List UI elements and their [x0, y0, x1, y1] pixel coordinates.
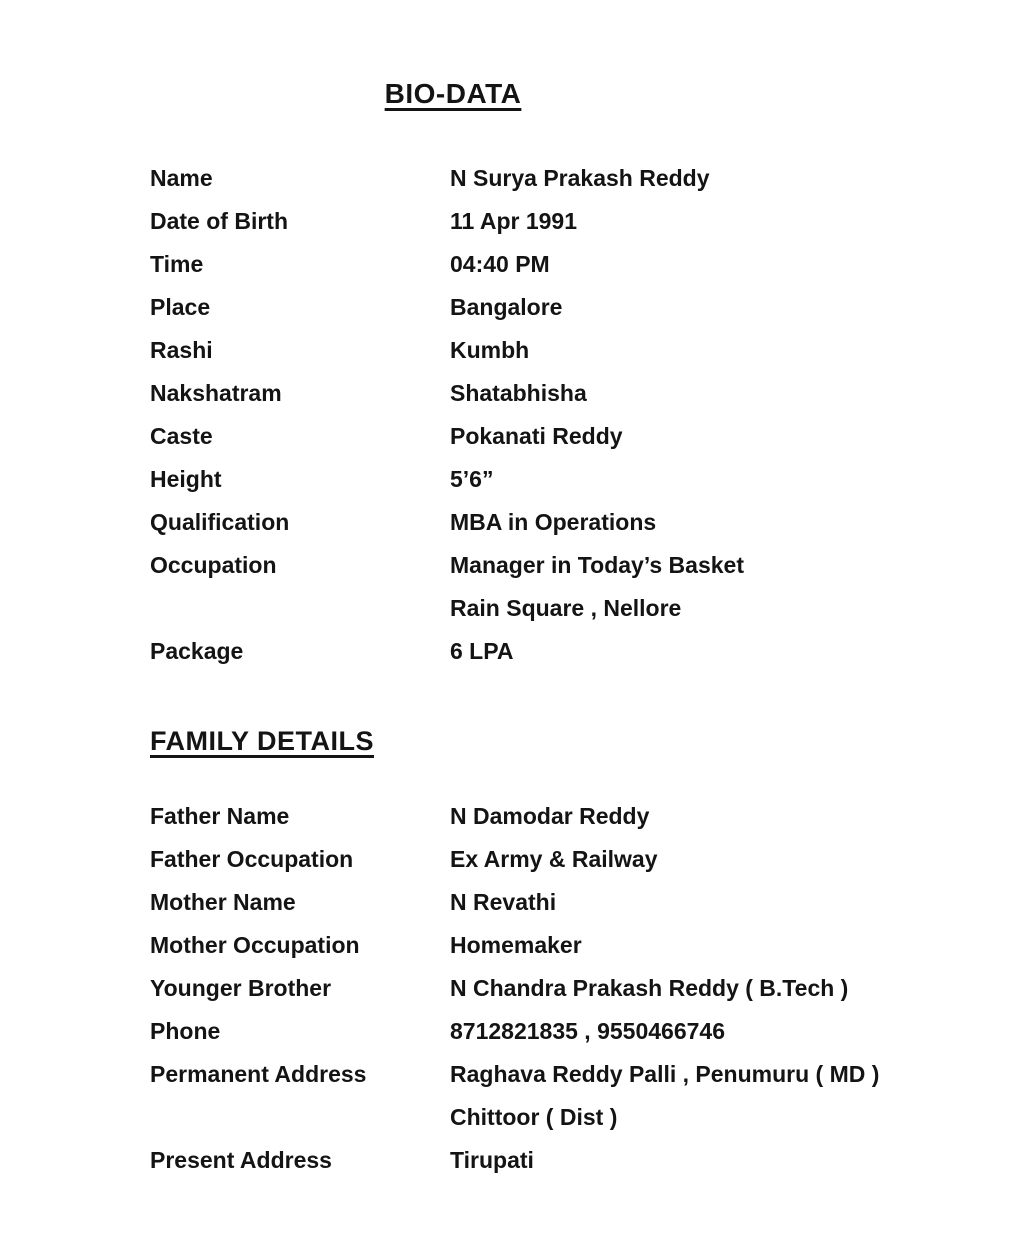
field-label: Time — [150, 251, 204, 277]
field-value-line: Rain Square , Nellore — [450, 595, 682, 621]
field-row — [150, 415, 986, 458]
field-value — [450, 630, 986, 673]
personal-details-rows — [150, 157, 986, 673]
field-row — [150, 795, 986, 838]
field-label: Mother Name — [150, 889, 296, 915]
field-value-line: Raghava Reddy Palli , Penumuru ( MD ) — [450, 1061, 880, 1087]
page-title: BIO-DATA — [384, 78, 522, 109]
field-value — [450, 458, 986, 501]
field-label: Phone — [150, 1018, 221, 1044]
field-label: Name — [150, 165, 213, 191]
field-label: Present Address — [150, 1147, 332, 1173]
field-value-line: Pokanati Reddy — [450, 423, 623, 449]
field-row — [150, 924, 986, 967]
field-row — [150, 157, 986, 200]
field-label: Caste — [150, 423, 213, 449]
field-value-line: N Revathi — [450, 889, 557, 915]
field-value — [450, 157, 986, 200]
field-row — [150, 243, 986, 286]
field-value-line: Bangalore — [450, 294, 563, 320]
field-value-line: Kumbh — [450, 337, 530, 363]
field-value-line: MBA in Operations — [450, 509, 657, 535]
field-row — [150, 1010, 986, 1053]
field-row — [150, 967, 986, 1010]
field-value-line: N Chandra Prakash Reddy ( B.Tech ) — [450, 975, 849, 1001]
field-label: Mother Occupation — [150, 932, 360, 958]
field-row — [150, 544, 986, 630]
field-row — [150, 501, 986, 544]
field-value — [450, 1053, 986, 1139]
field-row — [150, 458, 986, 501]
field-value-line: N Surya Prakash Reddy — [450, 165, 710, 191]
field-value — [450, 1139, 986, 1182]
field-value — [450, 286, 986, 329]
field-value-line: 11 Apr 1991 — [450, 208, 578, 234]
field-label: Date of Birth — [150, 208, 288, 234]
field-row — [150, 286, 986, 329]
field-value-line: Shatabhisha — [450, 380, 587, 406]
field-label: Place — [150, 294, 211, 320]
field-value — [450, 243, 986, 286]
field-label: Rashi — [150, 337, 213, 363]
field-row — [150, 630, 986, 673]
field-row — [150, 200, 986, 243]
field-value — [450, 838, 986, 881]
field-row — [150, 838, 986, 881]
family-details-heading — [150, 725, 986, 757]
field-value-line: 8712821835 , 9550466746 — [450, 1018, 726, 1044]
field-value-line: N Damodar Reddy — [450, 803, 650, 829]
field-value — [450, 881, 986, 924]
field-value — [450, 967, 986, 1010]
field-value-line: Manager in Today’s Basket — [450, 552, 744, 578]
field-label: Father Name — [150, 803, 290, 829]
field-value-line: Ex Army & Railway — [450, 846, 658, 872]
field-value — [450, 795, 986, 838]
field-row — [150, 1053, 986, 1139]
title-wrap — [0, 78, 1026, 115]
field-value-line: 6 LPA — [450, 638, 514, 664]
field-row — [150, 329, 986, 372]
field-label: Occupation — [150, 552, 277, 578]
field-value-line: Homemaker — [450, 932, 582, 958]
field-label: Younger Brother — [150, 975, 332, 1001]
field-value — [450, 501, 986, 544]
field-row — [150, 1139, 986, 1182]
field-label: Permanent Address — [150, 1061, 367, 1087]
field-row — [150, 881, 986, 924]
field-value — [450, 544, 986, 630]
family-details-heading-text: FAMILY DETAILS — [150, 726, 375, 756]
field-label: Father Occupation — [150, 846, 354, 872]
family-details-rows — [150, 795, 986, 1182]
family-details-section — [150, 795, 986, 1182]
field-value — [450, 1010, 986, 1053]
field-value-line: Tirupati — [450, 1147, 534, 1173]
field-row — [150, 372, 986, 415]
field-value-line: Chittoor ( Dist ) — [450, 1104, 618, 1130]
field-label: Package — [150, 638, 244, 664]
field-value — [450, 372, 986, 415]
field-value — [450, 415, 986, 458]
field-value — [450, 200, 986, 243]
field-value — [450, 329, 986, 372]
field-label: Nakshatram — [150, 380, 282, 406]
field-label: Qualification — [150, 509, 290, 535]
field-value — [450, 924, 986, 967]
personal-details-section — [150, 157, 986, 673]
field-label: Height — [150, 466, 222, 492]
field-value-line: 5’6” — [450, 466, 494, 492]
field-value-line: 04:40 PM — [450, 251, 550, 277]
